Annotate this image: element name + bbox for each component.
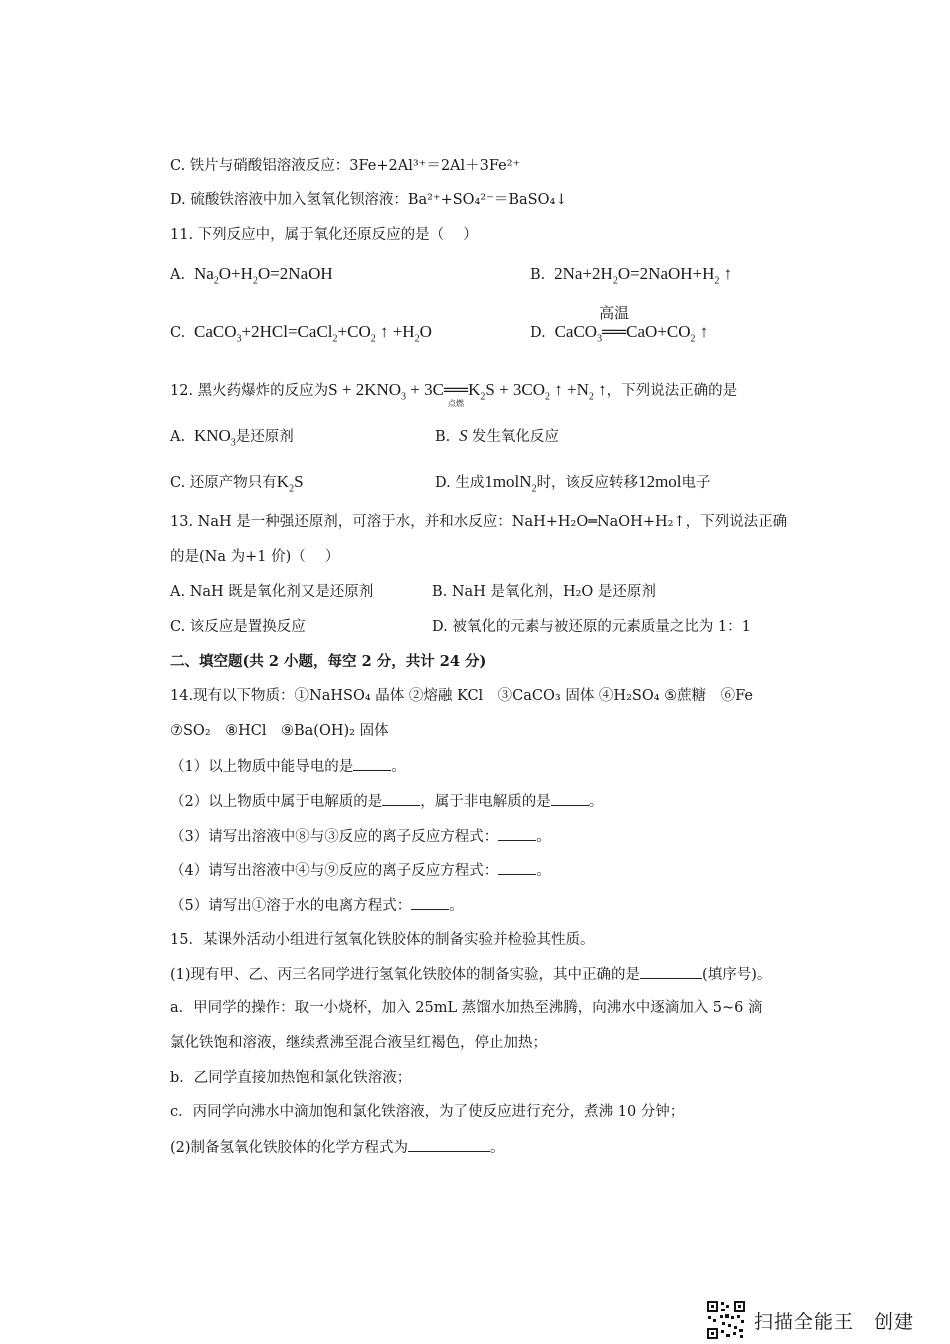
q12-b-formula: S [454, 426, 472, 445]
q13-option-d: D. 被氧化的元素与被还原的元素质量之比为 1：1 [432, 619, 751, 635]
q12-condition-text: 点燃 [448, 399, 465, 408]
q15-option-b: b．乙同学直接加热饱和氯化铁溶液； [170, 1070, 412, 1086]
q14-p4-end: 。 [536, 863, 551, 879]
q15-option-a-line1: a．甲同学的操作：取一小烧杯，加入 25mL 蒸馏水加热至沸腾，向沸水中逐滴加入 5~6 滴 [170, 1000, 763, 1016]
q14-p2-text: （2）以上物质中属于电解质的是 [170, 794, 383, 810]
q11-stem: 11. 下列反应中，属于氧化还原反应的是（ ） [170, 227, 478, 243]
q14-part-3 [170, 826, 551, 847]
q14-part-4 [170, 860, 551, 881]
q14-stem-line1: 14.现有以下物质：①NaHSO₄ 晶体 ②熔融 KCl ③CaCO₃ 固体 ④H₂SO₄ ⑤蔗糖 ⑥Fe [170, 688, 753, 704]
q12-condition: ══ 点燃 [444, 380, 468, 400]
q11-option-d [530, 306, 709, 349]
q12-stem-prefix: 12. 黑火药爆炸的反应为 [170, 383, 329, 399]
q12-b-text: 发生氧化反应 [471, 429, 559, 445]
q13-option-b: B. NaH 是氧化剂，H₂O 是还原剂 [432, 584, 656, 600]
q15-stem: 15．某课外活动小组进行氢氧化铁胶体的制备实验并检验其性质。 [170, 932, 595, 948]
scanner-brand-text: 扫描全能王 创建 [754, 1310, 915, 1333]
q11-b-label: B. [530, 267, 546, 283]
answer-blank[interactable] [640, 964, 702, 979]
q12-c-formula: $K_2S$ [276, 472, 304, 495]
q14-p5-end: 。 [449, 898, 464, 914]
q14-p4-text: （4）请写出溶液中④与⑨反应的离子反应方程式： [170, 863, 499, 879]
q12-d-label: D. 生成 [435, 475, 485, 491]
q11-c-formula: $CaCO_3+2HCl=CaCl_2+CO_2$ ↑ $+H_2O$ [189, 322, 432, 345]
answer-blank[interactable] [408, 1137, 490, 1152]
q14-part-5 [170, 895, 464, 916]
q11-a-label: A. [170, 267, 186, 283]
q15-option-c: c．丙同学向沸水中滴加饱和氯化铁溶液，为了使反应进行充分，煮沸 10 分钟； [170, 1104, 685, 1120]
section-2-title: 二、填空题(共 2 小题，每空 2 分，共计 24 分) [170, 653, 487, 670]
q14-p1-text: （1）以上物质中能导电的是 [170, 759, 354, 775]
q11-option-c [170, 322, 432, 349]
q12-c-label: C. 还原产物只有 [170, 475, 277, 491]
q13-option-a: A. NaH 既是氧化剂又是还原剂 [170, 584, 374, 600]
q15-part-2 [170, 1137, 505, 1158]
q12-stem-suffix: ，下列说法正确的是 [606, 383, 738, 399]
q12-stem [170, 380, 737, 407]
qr-code-icon [706, 1300, 746, 1340]
q14-p2-text2: ，属于非电解质的是 [420, 794, 551, 810]
q12-option-a [170, 426, 294, 453]
q11-d-condition-text: 高温 [599, 306, 630, 322]
q14-p1-end: 。 [391, 759, 406, 775]
q14-p2-end: 。 [588, 794, 604, 810]
q15-p1-text: (1)现有甲、乙、丙三名同学进行氢氧化铁胶体的制备实验，其中正确的是 [170, 967, 641, 983]
q14-part-2 [170, 791, 603, 812]
q12-a-formula: $KNO_3$ [189, 426, 236, 449]
q12-equation: $S + 2KNO_3$ + 3C══ 点燃 $K_2S + 3CO_2$ ↑ $+N_2$ ↑ [328, 380, 606, 399]
answer-blank[interactable] [382, 791, 420, 806]
q12-a-label: A. [170, 429, 186, 445]
q15-p1-end: (填序号)。 [702, 967, 772, 983]
q12-b-label: B. [435, 429, 451, 445]
answer-blank[interactable] [498, 826, 536, 841]
answer-blank[interactable] [353, 756, 391, 771]
q14-p5-text: （5）请写出①溶于水的电离方程式： [170, 898, 412, 914]
q12-d-formula: 1molN$_2$ [484, 472, 537, 495]
q10-option-c: C. 铁片与硝酸铝溶液反应：3Fe+2Al³⁺＝2Al＋3Fe²⁺ [170, 158, 521, 174]
q15-p2-text: (2)制备氢氧化铁胶体的化学方程式为 [170, 1140, 409, 1156]
q12-option-c [170, 472, 304, 499]
q11-d-label: D. [530, 325, 546, 341]
q11-a-formula: $Na_2O+H_2O=2NaOH$ [189, 264, 333, 287]
q13-stem-line2: 的是(Na 为+1 价)（ ） [170, 549, 340, 565]
q12-option-d [435, 472, 711, 499]
q14-p3-end: 。 [536, 829, 551, 845]
q11-option-b [530, 264, 732, 291]
answer-blank[interactable] [498, 860, 536, 875]
q14-stem-line2: ⑦SO₂ ⑧HCl ⑨Ba(OH)₂ 固体 [170, 723, 389, 739]
answer-blank[interactable] [411, 895, 449, 910]
scanner-watermark [706, 1300, 914, 1340]
q11-d-condition: 高温 ══ [599, 306, 630, 341]
q12-d-text: 时，该反应转移 [536, 475, 639, 491]
q13-option-c: C. 该反应是置换反应 [170, 619, 306, 635]
q12-d-text2: 电子 [681, 475, 711, 491]
q11-b-formula: $2Na+2H_2O=2NaOH+H_2$ ↑ [549, 264, 733, 287]
q10-option-d: D. 硫酸铁溶液中加入氢氧化钡溶液：Ba²⁺+SO₄²⁻＝BaSO₄↓ [170, 192, 568, 208]
q15-part-1 [170, 964, 771, 985]
q12-a-text: 是还原剂 [235, 429, 294, 445]
q11-c-label: C. [170, 325, 186, 341]
q11-option-a [170, 264, 333, 291]
q13-stem-line1: 13. NaH 是一种强还原剂，可溶于水，并和水反应：NaH+H₂O═NaOH+H₂↑，下列说法正确 [170, 514, 788, 530]
q14-p3-text: （3）请写出溶液中⑧与③反应的离子反应方程式： [170, 829, 499, 845]
q14-part-1 [170, 756, 406, 777]
q15-p2-end: 。 [490, 1140, 505, 1156]
q12-option-b [435, 426, 559, 447]
answer-blank[interactable] [551, 791, 589, 806]
q12-d-formula2: 12mol [638, 472, 682, 491]
q11-d-formula: CaCO$_3$ 高温 $══CaO+CO_2$ ↑ [550, 306, 709, 345]
q15-option-a-line2: 氯化铁饱和溶液，继续煮沸至混合液呈红褐色，停止加热； [170, 1035, 547, 1051]
